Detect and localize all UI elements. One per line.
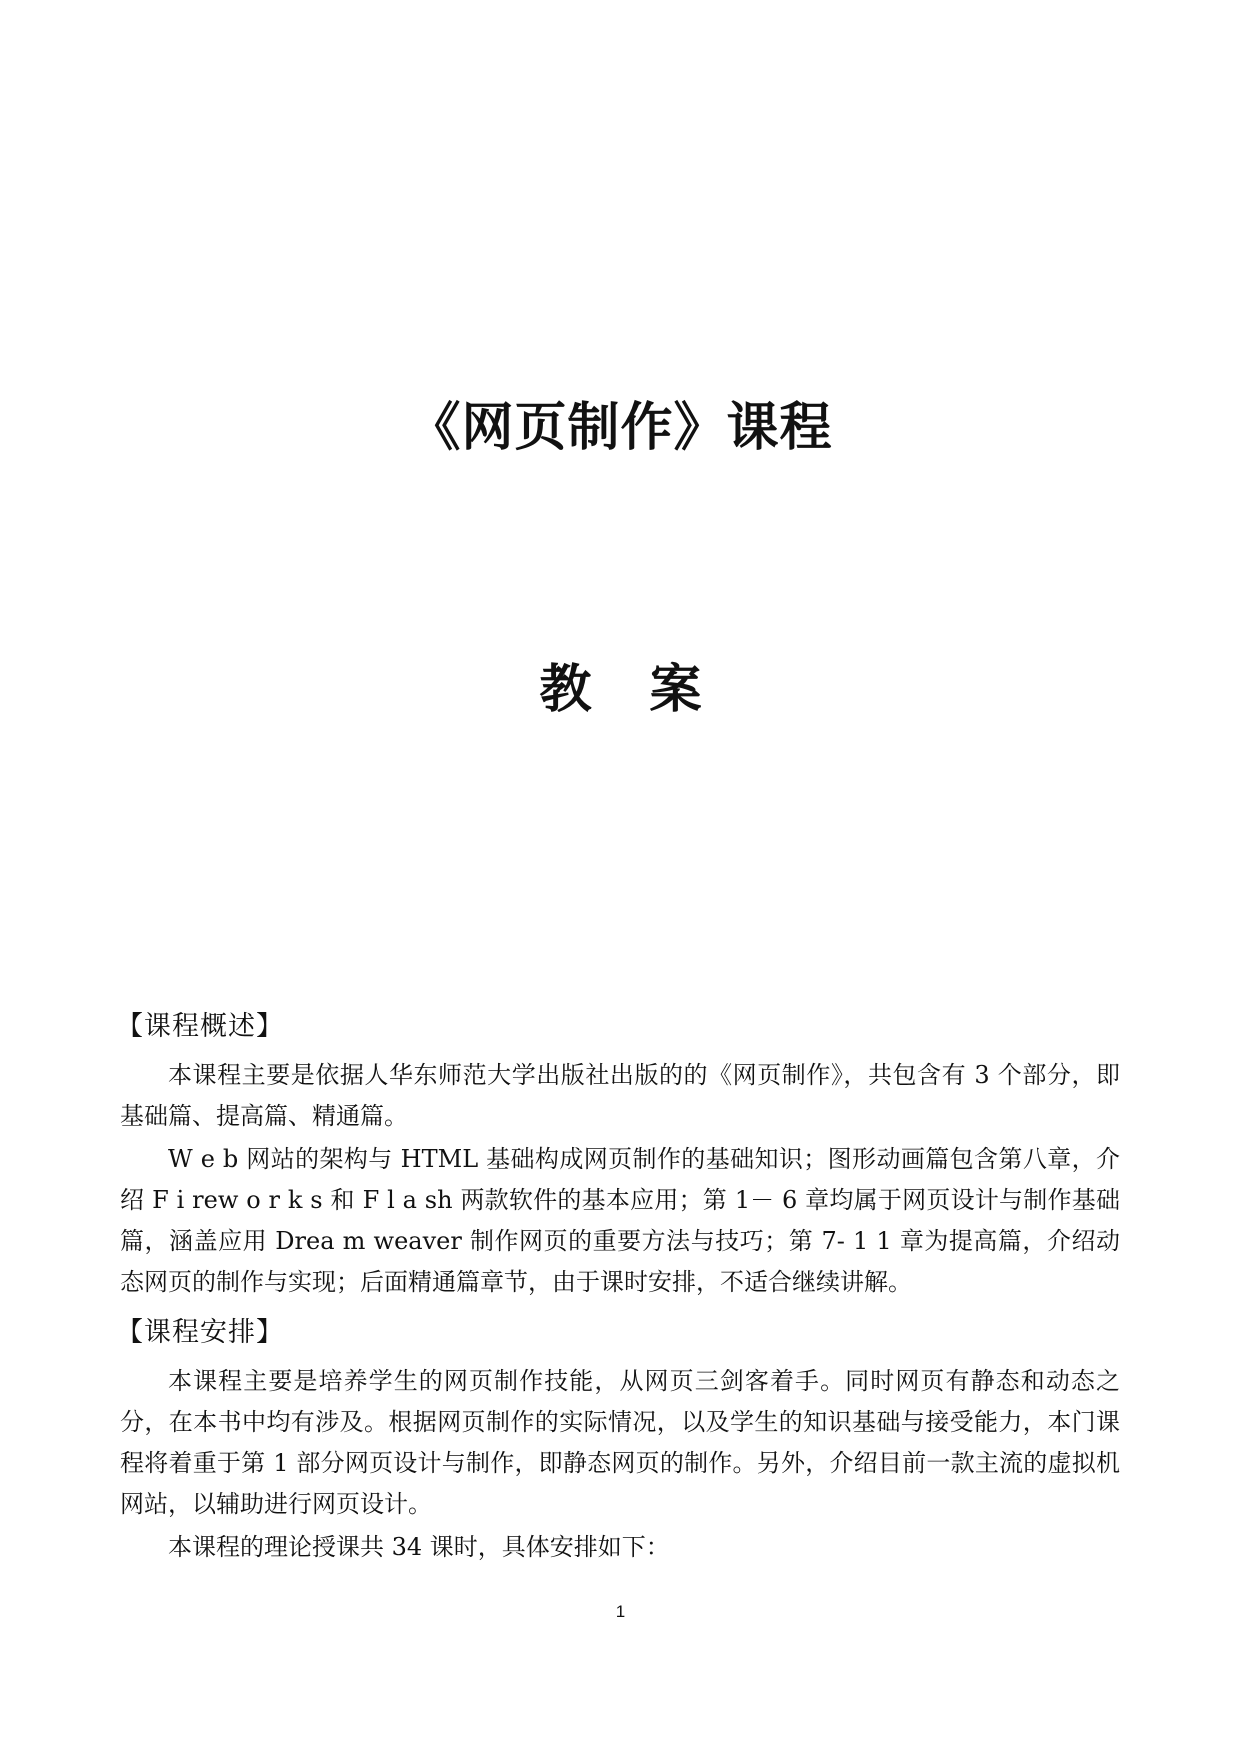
schedule-paragraph-1: 本课程主要是培养学生的网页制作技能，从网页三剑客着手。同时网页有静态和动态之分，在本书中均有涉及。根据网页制作的实际情况，以及学生的知识基础与接受能力，本门课程将着重于第 1 部分网页设计与制作，即静态网页的制作。另外，介绍目前一款主流的虚拟机网站，以辅助进行网页设计。 (120, 1367, 1120, 1518)
document-body (116, 1005, 1120, 1570)
document-title: 《网页制作》课程 (408, 398, 833, 458)
section-heading-overview: 【课程概述】 (116, 1011, 284, 1042)
section-heading-schedule: 【课程安排】 (116, 1317, 284, 1348)
page-number: 1 (615, 1602, 626, 1621)
overview-paragraph-2: W e b 网站的架构与 HTML 基础构成网页制作的基础知识；图形动画篇包含第八章，介绍 F i rew o r k s 和 F l a sh 两款软件的基本应用；第 1－ 6 章均属于网页设计与制作基础篇，涵盖应用 Drea m weaver 制作网页的重要方法与技巧；第 7- 1 1 章为提高篇，介绍动态网页的制作与实现；后面精通篇章节，由于课时安排，不适合继续讲解。 (120, 1145, 1120, 1296)
overview-paragraph-1: 本课程主要是依据人华东师范大学出版社出版的的《网页制作》，共包含有 3 个部分，即基础篇、提高篇、精通篇。 (120, 1061, 1120, 1130)
document-subtitle: 教案 (539, 660, 760, 720)
schedule-paragraph-2: 本课程的理论授课共 34 课时，具体安排如下： (168, 1533, 670, 1561)
